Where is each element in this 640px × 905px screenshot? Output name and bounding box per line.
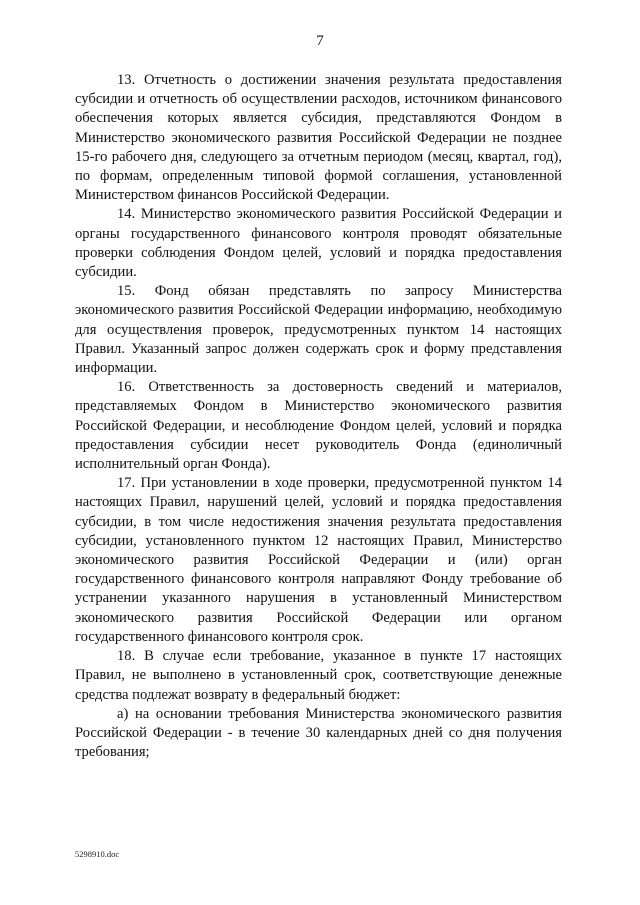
paragraph-13: 13. Отчетность о достижении значения результата предоставления субсидии и отчетность об осуществлении расходов, источником финансового обеспечения которых является субсидия, представляются Фондом в Министерство экономического развития Российской Федерации не позднее 15-го рабочего дня, следующего за отчетным периодом (месяц, квартал, год), по формам, определенным типовой формой соглашения, установленной Министерством финансов Российской Федерации. [75, 72, 562, 204]
paragraph-18: 18. В случае если требование, указанное в пункте 17 настоящих Правил, не выполнено в установленный срок, соответствующие денежные средства подлежат возврату в федеральный бюджет: [75, 648, 562, 703]
paragraph-15: 15. Фонд обязан представлять по запросу Министерства экономического развития Российской Федерации информацию, необходимую для осуществления проверок, предусмотренных пунктом 14 настоящих Правил. Указанный запрос должен содержать срок и форму представления информации. [75, 283, 562, 377]
paragraph-17: 17. При установлении в ходе проверки, предусмотренной пунктом 14 настоящих Правил, нарушений целей, условий и порядка предоставления субсидии, в том числе недостижения значения результата предоставления субсидии, установленного пунктом 12 настоящих Правил, Министерство экономического развития Российской Федерации и (или) орган государственного финансового контроля направляют Фонду требование об устранении указанного нарушения в установленный Министерством экономического развития Российской Федерации или органом государственного финансового контроля срок. [75, 475, 562, 645]
page-number: 7 [316, 33, 324, 49]
paragraph-16: 16. Ответственность за достоверность сведений и материалов, представляемых Фондом в Министерство экономического развития Российской Федерации, и несоблюдение Фондом целей, условий и порядка предоставления субсидии несет руководитель Фонда (единоличный исполнительный орган Фонда). [75, 379, 562, 473]
paragraph-18-a: а) на основании требования Министерства экономического развития Российской Федерации - в течение 30 календарных дней со дня получения требования; [75, 705, 562, 761]
document-filename: 5298910.doc [75, 849, 120, 859]
document-body [75, 71, 562, 762]
paragraph-14: 14. Министерство экономического развития Российской Федерации и органы государственного финансового контроля проводят обязательные проверки соблюдения Фондом целей, условий и порядка предоставления субсидии. [75, 206, 562, 281]
